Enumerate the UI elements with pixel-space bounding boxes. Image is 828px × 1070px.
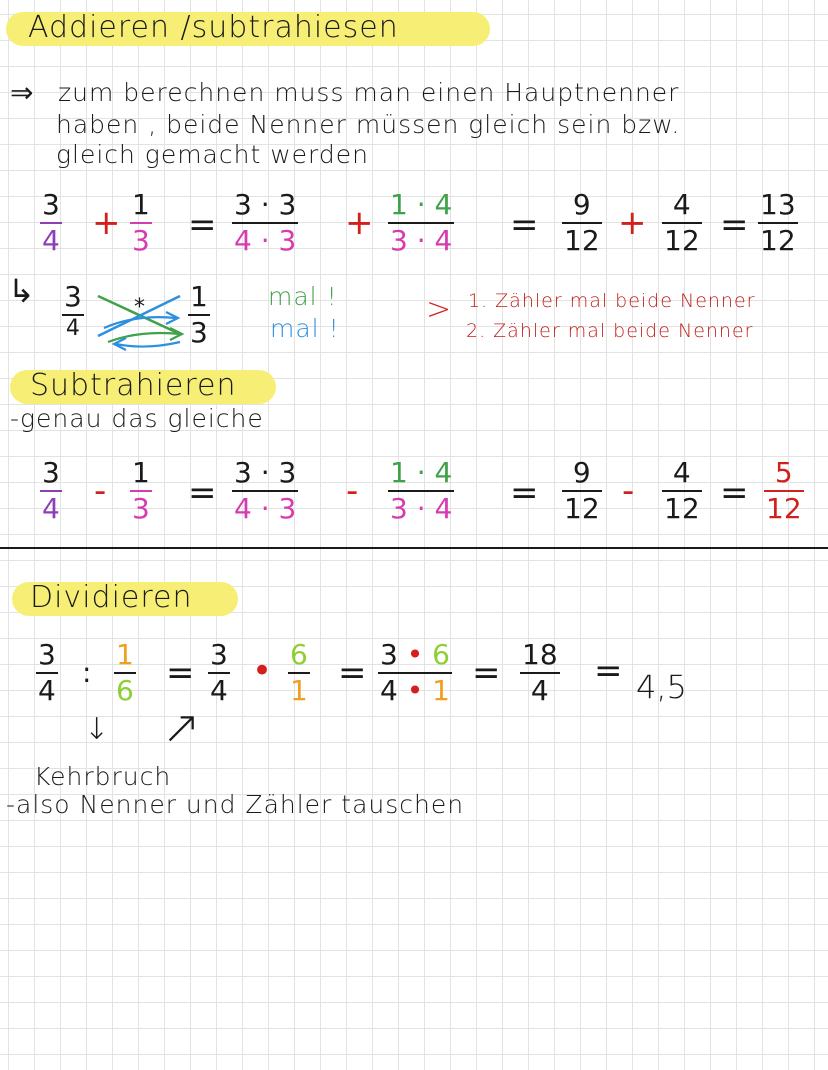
minus-sign: -	[94, 471, 107, 511]
mal-label-2: mal !	[270, 314, 340, 343]
fraction-sub-2	[130, 458, 152, 524]
numerator: 13	[760, 188, 796, 221]
denominator: 12	[766, 492, 802, 525]
kehrbruch-label: Kehrbruch	[34, 762, 172, 791]
fraction-sub-4	[388, 458, 454, 524]
fraction-div-4	[288, 640, 310, 706]
equals-sign: =	[188, 205, 217, 245]
fraction-add-4	[388, 190, 454, 256]
note-line-2: haben , beide Nenner müssen gleich sein bzw.	[56, 110, 681, 139]
denominator	[378, 676, 452, 706]
mal-label-1: mal !	[268, 282, 338, 311]
greater-than-sign: >	[426, 292, 452, 327]
fraction-add-7	[758, 190, 798, 256]
numerator: 3	[38, 638, 56, 671]
denominator: 3	[190, 316, 208, 349]
denominator: 12	[564, 224, 600, 257]
arrow-down-icon: ↓	[84, 712, 110, 747]
numerator: 1	[116, 638, 134, 671]
fraction-sub-result	[764, 458, 804, 524]
section-divider	[0, 547, 828, 549]
numerator	[378, 640, 452, 670]
plus-sign: +	[92, 203, 121, 243]
denominator-part: 4	[380, 674, 398, 707]
numerator-part: 3	[380, 638, 398, 671]
numerator: 9	[572, 456, 591, 489]
equals-sign: =	[510, 205, 539, 245]
equals-sign: =	[594, 651, 623, 691]
denominator: 4	[42, 224, 60, 257]
numerator-text: 3 · 3	[234, 188, 297, 221]
fraction-div-2	[114, 640, 136, 706]
denominator: 12	[664, 224, 700, 257]
numerator: 3 · 3	[234, 456, 297, 489]
equals-sign: =	[510, 473, 539, 513]
equals-sign: =	[720, 205, 749, 245]
numerator-op: •	[406, 638, 424, 671]
denominator: 12	[564, 492, 600, 525]
numerator: 1 · 4	[390, 456, 453, 489]
denominator	[232, 226, 298, 256]
denominator: 4	[38, 674, 56, 707]
denominator: 4	[530, 674, 549, 707]
implies-arrow: ⇒	[10, 76, 35, 109]
denominator-part: 1	[432, 674, 450, 707]
arrow-up-right-icon: ↗	[162, 700, 201, 754]
numerator: 1	[132, 188, 150, 221]
denominator: 3	[132, 224, 150, 257]
numerator: 18	[522, 638, 558, 671]
denominator: 4	[65, 316, 80, 341]
division-result: 4,5	[636, 668, 687, 706]
fraction-sub-6	[662, 458, 702, 524]
step-1: 1. Zähler mal beide Nenner	[468, 290, 756, 312]
denominator: 3 · 4	[390, 224, 453, 257]
equals-sign: =	[472, 653, 501, 693]
divide-note: -also Nenner und Zähler tauschen	[6, 790, 465, 819]
denominator: 6	[116, 674, 134, 707]
numerator: 4	[672, 456, 691, 489]
subtract-title: Subtrahieren	[30, 368, 237, 403]
denominator: 12	[760, 224, 796, 257]
numerator: 3	[210, 638, 228, 671]
denominator-op: •	[406, 674, 424, 707]
equals-sign: =	[720, 473, 749, 513]
numerator: 4	[672, 188, 691, 221]
fraction-add-6	[662, 190, 702, 256]
denominator: 4	[42, 492, 60, 525]
fraction-sub-3	[232, 458, 298, 524]
numerator: 1 · 4	[390, 188, 453, 221]
denominator: 4 · 3	[234, 492, 297, 525]
minus-sign: -	[622, 471, 635, 511]
numerator-part: 6	[432, 638, 450, 671]
note-line-3: gleich gemacht werden	[56, 140, 369, 169]
numerator: 9	[572, 188, 591, 221]
denominator: 3	[132, 492, 150, 525]
fraction-sub-5	[562, 458, 602, 524]
step-2: 2. Zähler mal beide Nenner	[466, 320, 754, 342]
divide-title: Dividieren	[30, 580, 193, 615]
fraction-div-6	[520, 640, 560, 706]
minus-sign: -	[346, 471, 359, 511]
svg-text:*: *	[134, 295, 145, 320]
fraction-div-5	[378, 640, 452, 706]
fraction-sub-1	[40, 458, 62, 524]
fraction-div-1	[36, 640, 58, 706]
equals-sign: =	[166, 653, 195, 693]
fraction-add-2	[130, 190, 152, 256]
hook-arrow-icon: ↳	[8, 272, 35, 310]
fraction-add-5	[562, 190, 602, 256]
numerator: 1	[132, 456, 150, 489]
fraction-add-1	[40, 190, 62, 256]
numerator: 5	[774, 456, 793, 489]
denominator: 1	[290, 674, 308, 707]
cross-arrows-icon	[96, 290, 188, 352]
multiply-dot: •	[252, 651, 273, 691]
fraction-div-3	[208, 640, 230, 706]
plus-sign: +	[345, 203, 374, 243]
subtract-note: -genau das gleiche	[10, 404, 264, 433]
denominator-text: 4 · 3	[234, 224, 297, 257]
numerator: 3	[42, 456, 60, 489]
note-line-1: zum berechnen muss man einen Hauptnenner	[58, 78, 680, 107]
equals-sign: =	[188, 473, 217, 513]
fraction-add-3	[232, 190, 298, 256]
numerator: 3	[42, 188, 60, 221]
fraction-cross-a	[62, 282, 84, 340]
numerator: 1	[190, 280, 208, 313]
numerator: 6	[290, 638, 308, 671]
plus-sign: +	[618, 203, 647, 243]
denominator: 12	[664, 492, 700, 525]
denominator: 4	[210, 674, 228, 707]
numerator	[232, 190, 298, 220]
fraction-cross-b	[188, 282, 210, 348]
numerator: 3	[64, 280, 82, 313]
equals-sign: =	[338, 653, 367, 693]
page-title: Addieren /subtrahiesen	[28, 10, 399, 45]
divide-sign: :	[82, 656, 92, 689]
denominator: 3 · 4	[390, 492, 453, 525]
